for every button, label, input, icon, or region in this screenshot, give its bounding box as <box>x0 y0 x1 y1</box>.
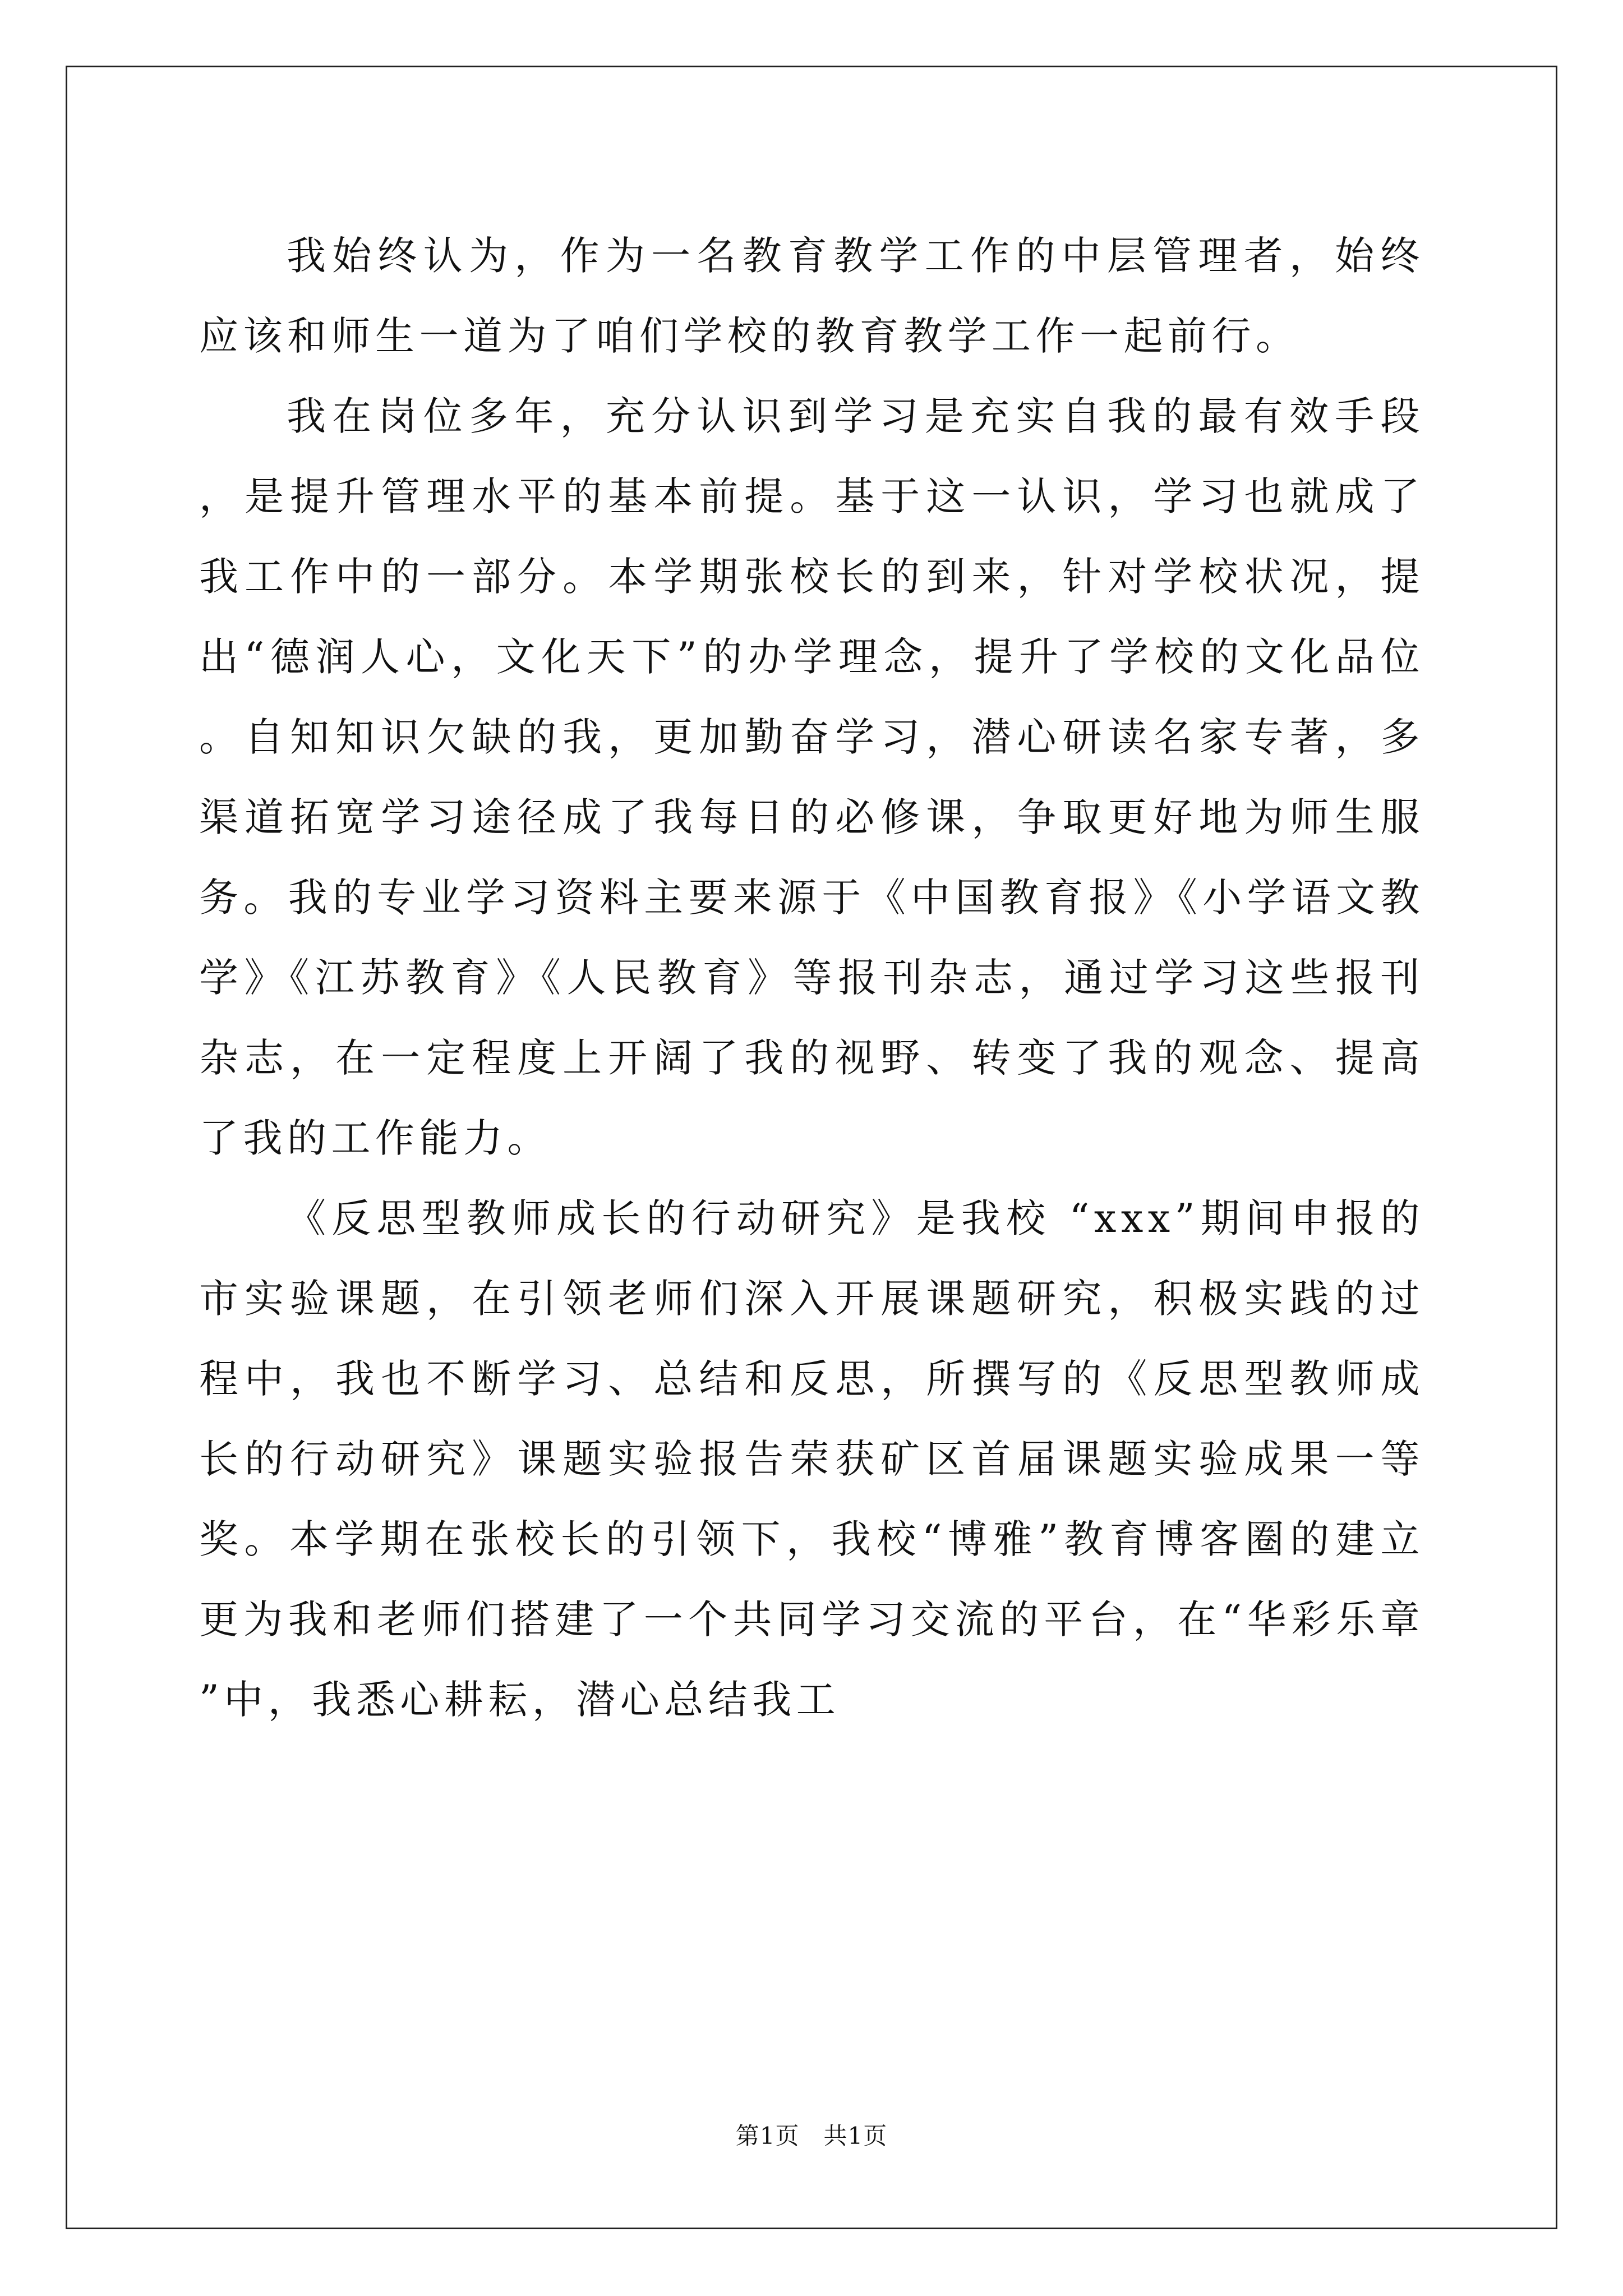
document-body <box>199 216 1424 1740</box>
page-number-footer: 第1页 共1页 <box>735 2122 888 2150</box>
paragraph-1: 我始终认为，作为一名教育教学工作的中层管理者，始终应该和师生一道为了咱们学校的教育教学工作一起前行。 <box>199 233 1424 359</box>
paragraph-3: 《反思型教师成长的行动研究》是我校 “xxx”期间申报的市实验课题，在引领老师们深入开展课题研究，积极实践的过程中，我也不断学习、总结和反思，所撰写的《反思型教师成长的行动研究》课题实验报告荣获矿区首届课题实验成果一等奖。本学期在张校长的引领下，我校“博雅”教育博客圈的建立更为我和老师们搭建了一个共同学习交流的平台，在“华彩乐章”中，我悉心耕耘，潜心总结我工 <box>199 1195 1424 1723</box>
paragraph-2: 我在岗位多年，充分认识到学习是充实自我的最有效手段，是提升管理水平的基本前提。基于这一认识，学习也就成了我工作中的一部分。本学期张校长的到来，针对学校状况，提出“德润人心，文化天下”的办学理念，提升了学校的文化品位。自知知识欠缺的我，更加勤奋学习，潜心研读名家专著，多渠道拓宽学习途径成了我每日的必修课，争取更好地为师生服务。我的专业学习资料主要来源于《中国教育报》《小学语文教学》《江苏教育》《人民教育》等报刊杂志，通过学习这些报刊杂志，在一定程度上开阔了我的视野、转变了我的观念、提高了我的工作能力。 <box>199 393 1424 1161</box>
